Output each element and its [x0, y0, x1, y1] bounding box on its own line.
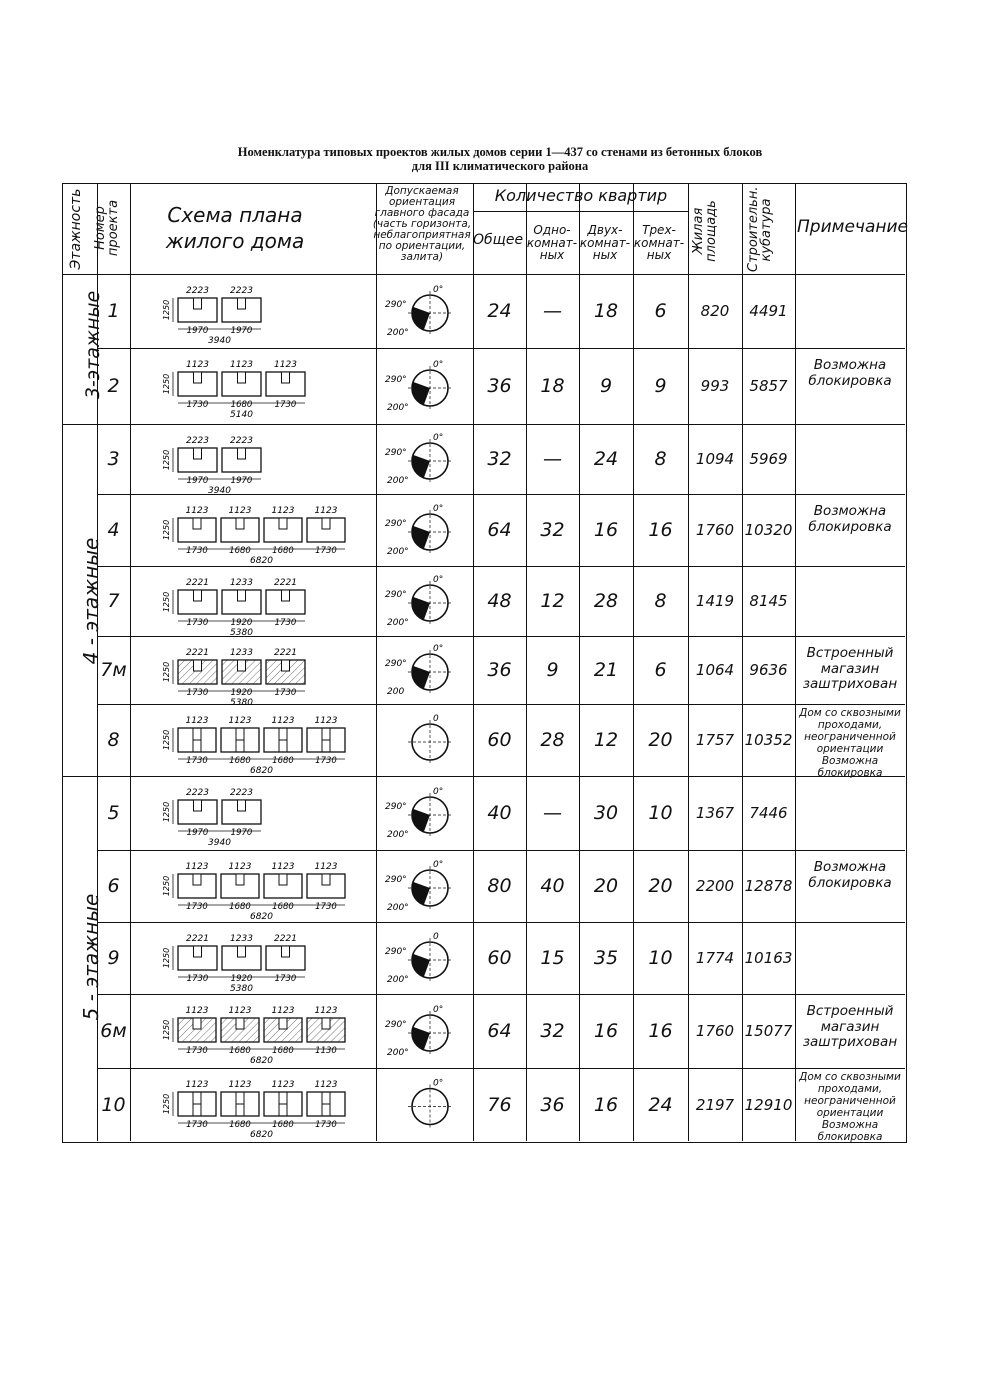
dimension-bottom: 1680: [229, 1046, 251, 1056]
unfavorable-sector: [412, 455, 430, 478]
dimension-top: 1233: [230, 934, 253, 944]
project-number: 2: [107, 375, 120, 397]
apartments-three-room: 24: [648, 1093, 673, 1116]
dimension-overall: 3940: [208, 486, 231, 496]
group-label-4: 4 - этажные: [79, 537, 103, 665]
apartments-total: 36: [487, 375, 512, 397]
orientation-compass: [377, 496, 473, 564]
plan-schema: [150, 706, 370, 774]
dimension-top: 1123: [271, 862, 295, 872]
compass-label-200: 200°: [387, 403, 409, 413]
compass-label-200: 200: [387, 687, 405, 697]
dimension-bottom: 1730: [315, 1120, 337, 1130]
dimension-overall: 6820: [250, 766, 273, 776]
header-volume: [747, 188, 787, 272]
header-one: Одно-комнат-ных: [526, 223, 578, 263]
unfavorable-sector: [412, 382, 430, 405]
note-text: Возможна блокировка: [808, 503, 892, 535]
dimension-top: 1123: [314, 862, 338, 872]
apartments-three-room: 16: [648, 1020, 673, 1042]
dimension-bottom: 1680: [229, 1120, 251, 1130]
apartments-one-room: 18: [540, 375, 565, 397]
grid-line: [473, 211, 688, 212]
compass-label-290: 290°: [385, 448, 407, 458]
dimension-top: 1123: [185, 1080, 209, 1090]
compass-label-200: 200°: [387, 975, 409, 985]
building-volume: 8145: [749, 592, 788, 610]
dimension-top: 1123: [271, 716, 295, 726]
living-area: 993: [700, 377, 730, 395]
building-volume: 5969: [749, 450, 788, 468]
unfavorable-sector: [412, 666, 430, 689]
dimension-bottom: 1730: [186, 902, 208, 912]
apartments-two-room: 28: [593, 590, 619, 612]
note-text: Возможна блокировка: [808, 859, 892, 891]
dimension-top: 2223: [186, 286, 209, 296]
compass-label-north: 0°: [433, 575, 444, 585]
unfavorable-sector: [412, 597, 430, 620]
unfavorable-sector: [412, 954, 430, 977]
dimension-depth: 1250: [162, 1019, 171, 1041]
living-area: 1760: [695, 1022, 735, 1040]
plan-schema: [150, 778, 370, 848]
building-volume: 15077: [744, 1022, 793, 1040]
dimension-top: 1123: [314, 716, 338, 726]
dimension-top: 1123: [274, 360, 297, 370]
apartments-two-room: 24: [593, 448, 619, 470]
dimension-top: 2223: [186, 788, 209, 798]
unfavorable-sector: [412, 1027, 430, 1050]
dimension-overall: 5380: [230, 984, 253, 994]
apartments-two-room: 18: [593, 300, 619, 322]
compass-label-200: 200°: [387, 830, 409, 840]
compass-label-200: 200°: [387, 1048, 409, 1058]
dimension-top: 1123: [228, 1006, 252, 1016]
dimension-overall: 6820: [250, 912, 273, 922]
note-text: Встроенный магазин заштрихован: [802, 645, 898, 693]
dimension-top: 2221: [186, 648, 209, 658]
dimension-bottom: 1920: [230, 974, 253, 984]
dimension-bottom: 1680: [272, 902, 294, 912]
dimension-depth: 1250: [162, 801, 171, 823]
unfavorable-sector: [412, 526, 430, 549]
header-living: [692, 191, 728, 271]
project-number: 7: [107, 590, 120, 612]
project-number: 3: [107, 448, 120, 470]
dimension-depth: 1250: [162, 661, 171, 683]
dimension-bottom: 1970: [230, 476, 253, 486]
dimension-bottom: 1730: [186, 546, 208, 556]
plan-schema: [150, 350, 370, 422]
dimension-bottom: 1730: [186, 756, 208, 766]
plan-schema: [150, 924, 370, 992]
apartments-two-room: 16: [593, 1020, 619, 1042]
apartments-three-room: 10: [648, 947, 673, 969]
orientation-compass: [377, 1070, 473, 1139]
dimension-bottom: 1970: [230, 828, 253, 838]
dimension-top: 2221: [186, 934, 209, 944]
compass-label-290: 290°: [385, 1020, 407, 1030]
apartments-total: 24: [487, 300, 512, 322]
apartments-one-room: 12: [540, 590, 565, 612]
grid-line: [795, 183, 796, 1141]
compass-label-290: 290°: [385, 375, 407, 385]
plan-schema: [150, 996, 370, 1066]
building-volume: 12910: [744, 1095, 793, 1114]
dimension-bottom: 1730: [186, 688, 209, 698]
project-number: 10: [101, 1093, 126, 1116]
living-area: 1367: [695, 804, 735, 822]
dimension-top: 2221: [274, 578, 297, 588]
compass-label-290: 290°: [385, 590, 407, 600]
compass-label-north: 0°: [433, 787, 444, 797]
orientation-compass: [377, 276, 473, 346]
compass-label-north: 0°: [433, 433, 444, 443]
header-project-text: Номер проекта: [93, 199, 121, 257]
project-number: 6м: [100, 1020, 127, 1042]
compass-label-200: 200°: [387, 328, 409, 338]
building-volume: 4491: [749, 302, 788, 320]
project-number: 7м: [100, 659, 127, 681]
dimension-depth: 1250: [162, 591, 171, 613]
dimension-overall: 5380: [230, 698, 253, 708]
dimension-top: 2223: [230, 286, 253, 296]
orientation-compass: [377, 426, 473, 492]
dimension-top: 2221: [274, 934, 297, 944]
apartments-total: 76: [487, 1093, 512, 1116]
apartments-one-room: 36: [540, 1093, 565, 1116]
dimension-overall: 6820: [250, 1056, 273, 1066]
header-total: Общее: [473, 232, 524, 248]
orientation-compass: [377, 706, 473, 774]
dimension-top: 1123: [314, 1080, 338, 1090]
project-number: 4: [107, 519, 120, 541]
compass-label-290: 290°: [385, 300, 407, 310]
header-note: Примечание: [797, 217, 908, 237]
note-text: Дом со сквозными проходами, неограниченной ориентации Возможна блокировка: [799, 707, 901, 780]
project-number: 6: [107, 875, 120, 897]
dimension-bottom: 1680: [230, 400, 253, 410]
dimension-bottom: 1730: [274, 688, 297, 698]
compass-label-north: 0°: [433, 1078, 444, 1089]
note-text: Дом со сквозными проходами, неограниченной ориентации Возможна блокировка: [799, 1071, 901, 1144]
dimension-bottom: 1730: [315, 546, 337, 556]
dimension-bottom: 1970: [186, 326, 209, 336]
dimension-top: 2223: [230, 788, 253, 798]
building-volume: 7446: [749, 804, 788, 822]
plan-schema: [150, 276, 370, 346]
dimension-top: 1123: [228, 862, 252, 872]
apartments-three-room: 6: [654, 300, 667, 322]
dimension-bottom: 1730: [186, 974, 209, 984]
building-volume: 10163: [744, 949, 793, 967]
apartments-three-room: 20: [648, 729, 673, 751]
apartments-two-room: 9: [599, 375, 613, 397]
project-number: 8: [107, 729, 120, 751]
dimension-top: 2223: [186, 436, 209, 446]
header-orientation: Допускаемая ориентация главного фасада (часть горизонта, неблагоприятная по ориентации, залита): [372, 185, 472, 264]
apartments-total: 80: [487, 875, 512, 897]
compass-label-200: 200°: [387, 903, 409, 913]
dimension-bottom: 1130: [315, 1046, 337, 1056]
group-label-3: 3-этажные: [82, 290, 104, 400]
compass-label-north: 0°: [433, 360, 444, 370]
building-volume: 9636: [749, 661, 788, 679]
building-volume: 12878: [744, 877, 793, 895]
plan-schema: [150, 1070, 370, 1139]
building-volume: 5857: [749, 377, 788, 395]
project-number: 9: [107, 947, 120, 969]
apartments-two-room: 30: [593, 802, 619, 824]
dimension-bottom: 1730: [315, 756, 337, 766]
dimension-bottom: 1970: [186, 476, 209, 486]
dimension-bottom: 1680: [229, 546, 251, 556]
dimension-top: 1233: [230, 648, 253, 658]
dimension-top: 2221: [186, 578, 209, 588]
compass-label-290: 290°: [385, 875, 407, 885]
unfavorable-sector: [412, 307, 430, 330]
apartments-one-room: 9: [546, 659, 559, 681]
dimension-overall: 6820: [250, 556, 273, 566]
apartments-one-room: —: [543, 802, 562, 824]
dimension-top: 1123: [314, 1006, 338, 1016]
building-volume: 10352: [744, 731, 793, 749]
compass-label-290: 290°: [385, 659, 407, 669]
dimension-top: 1123: [228, 1080, 252, 1090]
apartments-two-room: 16: [593, 1093, 619, 1116]
compass-label-290: 290°: [385, 802, 407, 812]
living-area: 820: [700, 302, 730, 320]
compass-label-north: 0: [433, 932, 439, 942]
header-two: Двух-комнат-ных: [579, 223, 631, 263]
dimension-depth: 1250: [162, 449, 171, 471]
apartments-two-room: 12: [593, 729, 619, 751]
dimension-bottom: 1920: [230, 688, 253, 698]
dimension-overall: 3940: [208, 336, 231, 346]
dimension-top: 1123: [185, 716, 209, 726]
orientation-compass: [377, 568, 473, 634]
apartments-two-room: 16: [593, 519, 619, 541]
plan-schema: [150, 496, 370, 564]
dimension-top: 1123: [228, 716, 252, 726]
living-area: 2200: [695, 877, 735, 895]
title-line-1: Номенклатура типовых проектов жилых домов серии 1—437 со стенами из бетонных блоков: [237, 145, 763, 159]
header-volume-text: Строительн. кубатура: [746, 186, 774, 272]
header-project: [94, 183, 130, 273]
apartments-total: 36: [487, 659, 512, 681]
living-area: 1760: [695, 521, 735, 539]
orientation-compass: [377, 350, 473, 422]
compass-label-200: 200°: [387, 547, 409, 557]
dimension-bottom: 1920: [230, 618, 253, 628]
dimension-depth: 1250: [162, 875, 171, 897]
dimension-depth: 1250: [162, 947, 171, 969]
dimension-top: 1123: [271, 506, 295, 516]
header-living-text: Жилая площадь: [691, 200, 719, 262]
dimension-bottom: 1680: [229, 902, 251, 912]
compass-label-north: 0: [433, 714, 439, 724]
dimension-top: 2223: [230, 436, 253, 446]
apartments-three-room: 8: [654, 590, 667, 612]
dimension-overall: 3940: [208, 838, 231, 848]
dimension-bottom: 1730: [315, 902, 337, 912]
dimension-top: 1123: [271, 1006, 295, 1016]
apartments-two-room: 35: [593, 947, 619, 969]
living-area: 1419: [695, 592, 735, 610]
compass-label-290: 290°: [385, 947, 407, 957]
apartments-total: 60: [487, 729, 512, 751]
building-volume: 10320: [744, 521, 793, 539]
dimension-depth: 1250: [162, 1093, 171, 1115]
dimension-top: 1123: [185, 1006, 209, 1016]
apartments-three-room: 10: [648, 802, 673, 824]
apartments-total: 48: [487, 590, 512, 612]
dimension-bottom: 1680: [272, 1120, 294, 1130]
project-number: 1: [107, 300, 120, 322]
dimension-bottom: 1730: [186, 1046, 208, 1056]
apartments-three-room: 8: [654, 448, 667, 470]
dimension-top: 1123: [228, 506, 252, 516]
dimension-bottom: 1680: [272, 1046, 294, 1056]
apartments-one-room: —: [543, 448, 562, 470]
dimension-top: 1123: [185, 506, 209, 516]
plan-schema: [150, 638, 370, 708]
orientation-compass: [377, 638, 473, 702]
apartments-one-room: 32: [540, 1020, 565, 1042]
unfavorable-sector: [412, 882, 430, 905]
orientation-compass: [377, 852, 473, 920]
orientation-compass: [377, 996, 473, 1066]
project-number: 5: [107, 802, 120, 824]
dimension-top: 1123: [314, 506, 338, 516]
dimension-top: 1123: [186, 360, 209, 370]
dimension-depth: 1250: [162, 373, 171, 395]
apartments-total: 64: [487, 1020, 512, 1042]
dimension-depth: 1250: [162, 519, 171, 541]
dimension-top: 1233: [230, 578, 253, 588]
note-text: Возможна блокировка: [808, 357, 892, 389]
dimension-bottom: 1730: [186, 618, 209, 628]
compass-label-200: 200°: [387, 618, 409, 628]
living-area: 1094: [695, 450, 735, 468]
compass-label-north: 0°: [433, 285, 444, 295]
living-area: 2197: [695, 1095, 735, 1114]
compass-label-north: 0°: [433, 644, 444, 654]
orientation-compass: [377, 924, 473, 992]
dimension-overall: 5380: [230, 628, 253, 638]
dimension-bottom: 1730: [274, 974, 297, 984]
apartments-total: 32: [487, 448, 512, 470]
apartments-total: 60: [487, 947, 512, 969]
apartments-total: 40: [487, 802, 512, 824]
group-label-5: 5 - этажные: [79, 893, 103, 1021]
living-area: 1064: [695, 661, 735, 679]
header-floors: Этажность: [68, 188, 84, 270]
dimension-top: 1123: [185, 862, 209, 872]
dimension-overall: 5140: [230, 410, 253, 420]
compass-label-north: 0°: [433, 860, 444, 870]
living-area: 1757: [695, 731, 735, 749]
dimension-bottom: 1730: [274, 618, 297, 628]
plan-schema: [150, 426, 370, 496]
dimension-top: 1123: [230, 360, 253, 370]
compass-label-north: 0°: [433, 1005, 444, 1015]
header-three: Трех-комнат-ных: [633, 223, 685, 263]
apartments-one-room: 28: [540, 729, 565, 751]
dimension-depth: 1250: [162, 729, 171, 751]
apartments-two-room: 20: [593, 875, 619, 897]
apartments-three-room: 9: [654, 375, 667, 397]
apartments-three-room: 16: [648, 519, 673, 541]
compass-label-200: 200°: [387, 476, 409, 486]
plan-schema: [150, 852, 370, 920]
dimension-top: 2221: [274, 648, 297, 658]
dimension-bottom: 1970: [186, 828, 209, 838]
apartments-three-room: 6: [654, 659, 667, 681]
plan-schema: [150, 568, 370, 638]
dimension-bottom: 1680: [272, 756, 294, 766]
dimension-bottom: 1730: [186, 1120, 208, 1130]
dimension-top: 1123: [271, 1080, 295, 1090]
dimension-overall: 6820: [250, 1130, 273, 1140]
dimension-depth: 1250: [162, 299, 171, 321]
apartments-one-room: —: [543, 300, 562, 322]
header-quantity: Количество квартир: [494, 186, 668, 205]
orientation-compass: [377, 778, 473, 848]
dimension-bottom: 1680: [272, 546, 294, 556]
compass-label-north: 0°: [433, 504, 444, 514]
dimension-bottom: 1730: [186, 400, 209, 410]
header-schema: Схема плана жилого дома: [165, 203, 305, 253]
title-line-2: для III климатического района: [411, 159, 589, 173]
apartments-total: 64: [487, 519, 512, 541]
dimension-bottom: 1730: [274, 400, 297, 410]
grid-line: [130, 183, 131, 1141]
apartments-one-room: 40: [540, 875, 565, 897]
living-area: 1774: [695, 949, 735, 967]
apartments-one-room: 32: [540, 519, 565, 541]
apartments-two-room: 21: [593, 659, 619, 681]
apartments-three-room: 20: [648, 875, 673, 897]
compass-label-290: 290°: [385, 519, 407, 529]
apartments-one-room: 15: [540, 947, 565, 969]
unfavorable-sector: [412, 809, 430, 832]
note-text: Встроенный магазин заштрихован: [802, 1003, 898, 1051]
dimension-bottom: 1970: [230, 326, 253, 336]
dimension-bottom: 1680: [229, 756, 251, 766]
